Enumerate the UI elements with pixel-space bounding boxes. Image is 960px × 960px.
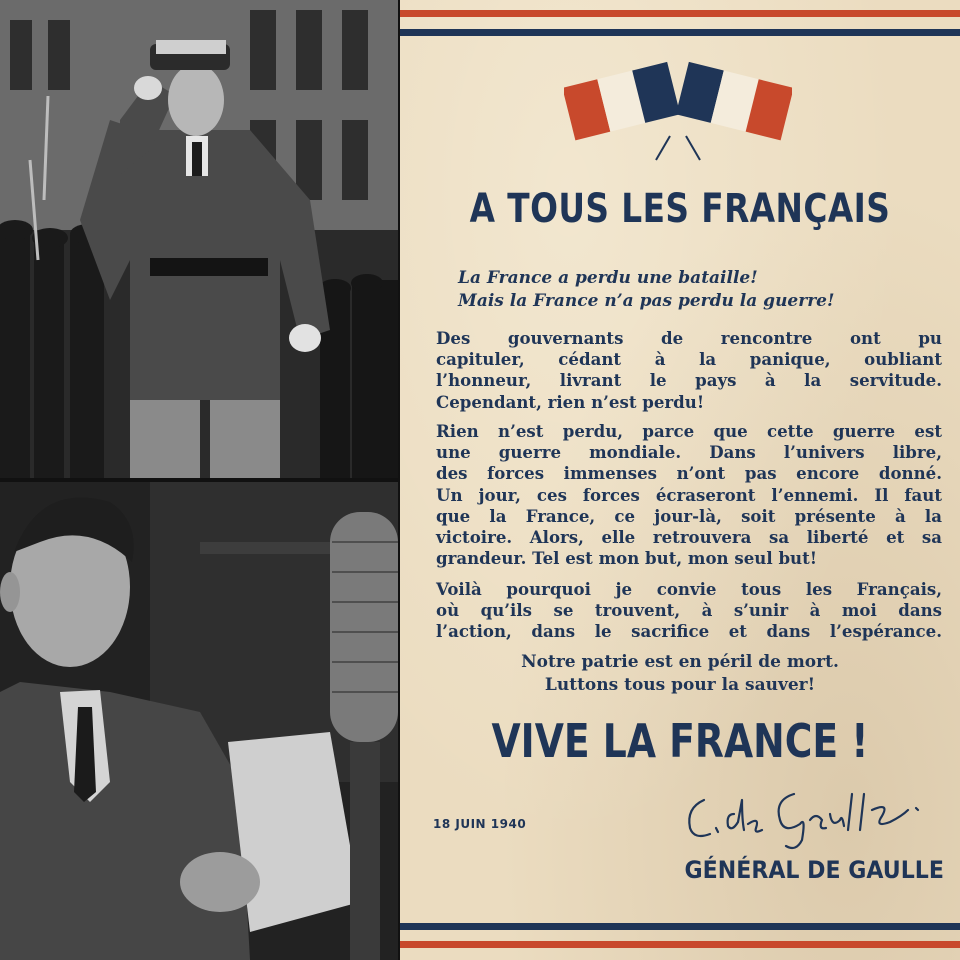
paragraph-3-line: l’action, dans le sacrifice et dans l’espérance. xyxy=(436,621,942,642)
paragraph-3-line: Voilà pourquoi je convie tous les Français, xyxy=(436,579,942,599)
paragraph-2-line: une guerre mondiale. Dans l’univers libre, xyxy=(436,442,942,463)
paragraph-3-line: où qu’ils se trouvent, à s’unir à moi dans xyxy=(436,600,942,621)
paragraph-2-line: que la France, ce jour-là, soit présente à la xyxy=(436,505,942,526)
paragraph-1 xyxy=(436,328,942,413)
paragraph-1-line: Des gouvernants de rencontre ont pu xyxy=(436,328,942,348)
tagline-line-1: La France a perdu une bataille! xyxy=(458,268,758,288)
appeal-poster xyxy=(400,0,960,960)
paragraph-2-line: victoire. Alors, elle retrouvera sa liberté et sa xyxy=(436,527,942,548)
poster-title: A TOUS LES FRANÇAIS xyxy=(469,186,891,232)
paragraph-3 xyxy=(436,579,942,643)
vive-la-france-heading: VIVE LA FRANCE ! xyxy=(491,714,869,768)
handwritten-signature xyxy=(676,780,946,850)
bottom-blue-stripe xyxy=(400,923,960,930)
photo-general-microphone xyxy=(0,482,398,960)
paragraph-2-line: Rien n’est perdu, parce que cette guerre est xyxy=(436,421,942,441)
paragraph-2-line: des forces immenses n’ont pas encore donné. xyxy=(436,463,942,484)
closing-line-1: Notre patrie est en péril de mort. xyxy=(521,652,839,672)
bottom-red-stripe xyxy=(400,941,960,948)
saluting-general-illustration xyxy=(0,0,398,478)
radio-broadcast-illustration xyxy=(0,482,398,960)
signatory-name: GÉNÉRAL DE GAULLE xyxy=(684,856,944,884)
paragraph-2-line: grandeur. Tel est mon but, mon seul but! xyxy=(436,548,818,569)
crossed-flags-icon xyxy=(564,60,792,164)
closing-line-2: Luttons tous pour la sauver! xyxy=(544,675,816,695)
photo-general-saluting xyxy=(0,0,398,478)
paragraph-2-line: Un jour, ces forces écraseront l’ennemi. Il faut xyxy=(436,484,942,505)
paragraph-1-line: l’honneur, livrant le pays à la servitude. xyxy=(436,370,942,391)
tagline-line-2: Mais la France n’a pas perdu la guerre! xyxy=(458,291,835,311)
paragraph-1-line: capituler, cédant à la panique, oubliant xyxy=(436,349,942,370)
poster-date: 18 JUIN 1940 xyxy=(433,817,527,831)
paragraph-2 xyxy=(436,421,942,569)
paragraph-1-line: Cependant, rien n’est perdu! xyxy=(436,391,705,412)
top-blue-stripe xyxy=(400,29,960,36)
closing-lines xyxy=(400,651,960,697)
top-red-stripe xyxy=(400,10,960,17)
